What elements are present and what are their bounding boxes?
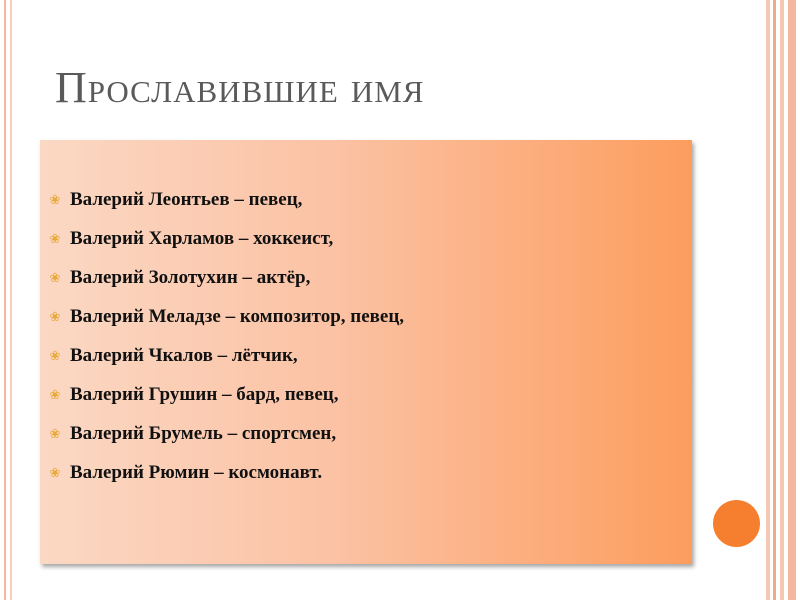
list-item-text: Валерий Меладзе – композитор, певец, [70, 305, 405, 327]
list-item-text: Валерий Грушин – бард, певец, [70, 383, 339, 405]
flower-bullet-icon: ❀ [49, 347, 61, 363]
flower-bullet-icon: ❀ [49, 191, 61, 207]
right-stripe-1 [766, 0, 770, 600]
list-item [40, 219, 404, 258]
list-item [40, 414, 404, 453]
list-item-text: Валерий Леонтьев – певец, [70, 188, 303, 210]
frame-left-outer-line [4, 0, 6, 600]
flower-bullet-icon: ❀ [49, 230, 61, 246]
frame-left-inner-line [10, 0, 12, 600]
right-stripe-4 [788, 0, 796, 600]
list-item-text: Валерий Рюмин – космонавт. [70, 461, 323, 483]
orange-circle-decor [713, 500, 760, 547]
list-item-text: Валерий Золотухин – актёр, [70, 266, 311, 288]
list-item [40, 336, 404, 375]
list-item [40, 297, 404, 336]
slide-title: Прославившие имя [55, 63, 425, 112]
flower-bullet-icon: ❀ [49, 308, 61, 324]
content-box [40, 140, 692, 564]
flower-bullet-icon: ❀ [49, 269, 61, 285]
flower-bullet-icon: ❀ [49, 425, 61, 441]
flower-bullet-icon: ❀ [49, 464, 61, 480]
right-stripe-2 [773, 0, 776, 600]
list-item [40, 258, 404, 297]
list-item [40, 375, 404, 414]
list-item-text: Валерий Харламов – хоккеист, [70, 227, 334, 249]
right-stripe-3 [780, 0, 784, 600]
list-item [40, 453, 404, 492]
list-item-text: Валерий Брумель – спортсмен, [70, 422, 337, 444]
list-item-text: Валерий Чкалов – лётчик, [70, 344, 298, 366]
list-item [40, 180, 404, 219]
bullet-list [40, 180, 404, 492]
flower-bullet-icon: ❀ [49, 386, 61, 402]
